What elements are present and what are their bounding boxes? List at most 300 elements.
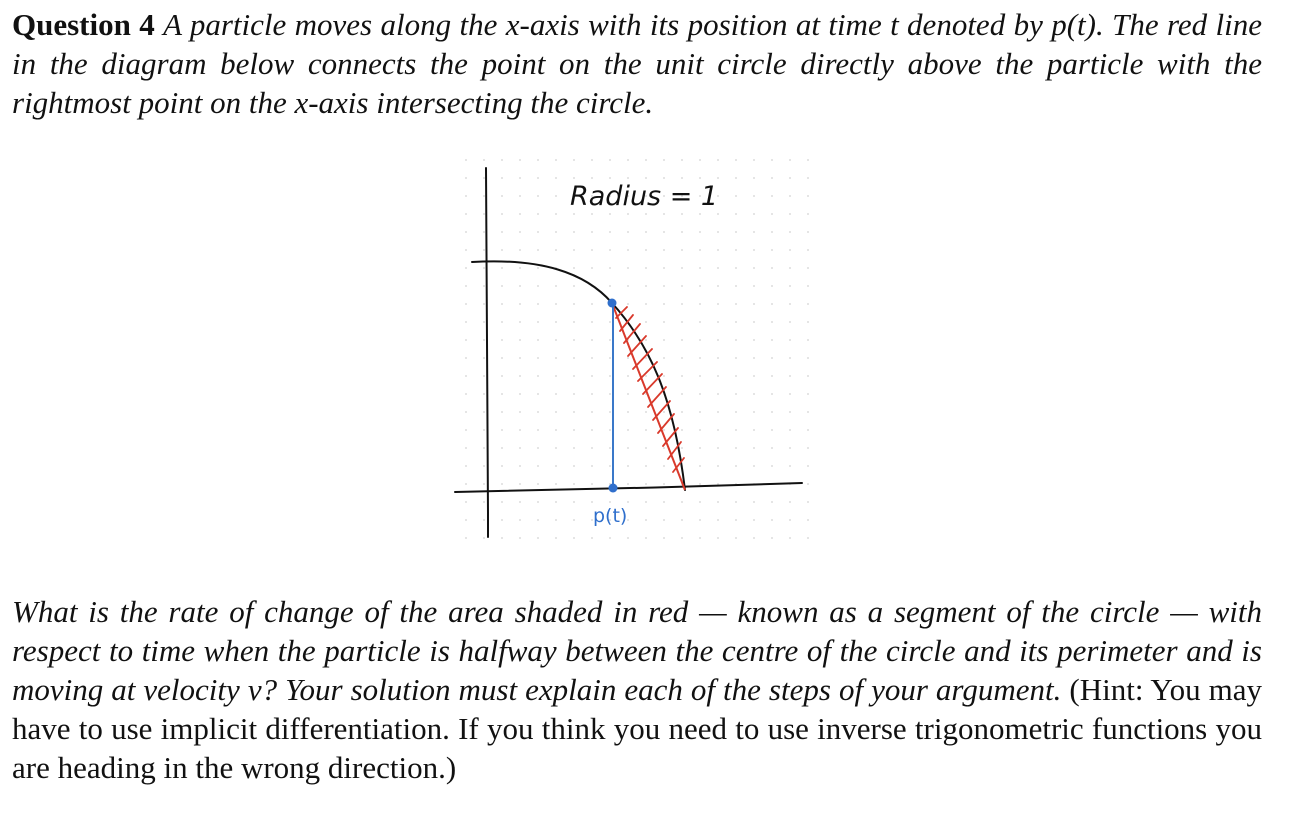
grid-dot — [609, 375, 611, 377]
grid-dot — [537, 195, 539, 197]
grid-dot — [663, 483, 665, 485]
grid-dot — [753, 447, 755, 449]
grid-dot — [627, 159, 629, 161]
grid-dot — [807, 483, 809, 485]
grid-dot — [573, 537, 575, 539]
grid-dot — [627, 357, 629, 359]
grid-dot — [483, 231, 485, 233]
grid-dot — [627, 249, 629, 251]
grid-dot — [771, 375, 773, 377]
followup-text — [12, 592, 1262, 787]
y-axis — [486, 168, 488, 537]
grid-dot — [483, 159, 485, 161]
grid-dot — [645, 303, 647, 305]
grid-dot — [555, 231, 557, 233]
grid-dot — [555, 159, 557, 161]
grid-dot — [753, 213, 755, 215]
grid-dot — [663, 339, 665, 341]
grid-dot — [735, 357, 737, 359]
grid-dot — [735, 537, 737, 539]
grid-dot — [627, 213, 629, 215]
grid-dot — [555, 339, 557, 341]
grid-dot — [753, 177, 755, 179]
grid-dot — [699, 375, 701, 377]
grid-dot — [807, 501, 809, 503]
grid-dot — [789, 537, 791, 539]
grid-dot — [537, 285, 539, 287]
grid-dot — [735, 429, 737, 431]
grid-dot — [663, 303, 665, 305]
grid-dot — [573, 339, 575, 341]
grid-dot — [519, 321, 521, 323]
grid-dot — [555, 375, 557, 377]
grid-dot — [501, 231, 503, 233]
grid-dot — [663, 537, 665, 539]
grid-dot — [519, 195, 521, 197]
grid-dot — [537, 267, 539, 269]
grid-dot — [609, 537, 611, 539]
grid-dot — [699, 267, 701, 269]
grid-dot — [519, 519, 521, 521]
grid-dot — [501, 213, 503, 215]
grid-dot — [735, 303, 737, 305]
grid-dot — [645, 339, 647, 341]
grid-dot — [519, 501, 521, 503]
grid-dot — [681, 339, 683, 341]
grid-dot — [717, 537, 719, 539]
grid-dot — [537, 159, 539, 161]
grid-dot — [717, 411, 719, 413]
segment-diagram — [440, 150, 820, 550]
grid-dot — [735, 501, 737, 503]
grid-dot — [483, 339, 485, 341]
grid-dot — [555, 465, 557, 467]
grid-dot — [573, 357, 575, 359]
grid-dot — [627, 465, 629, 467]
grid-dot — [465, 393, 467, 395]
grid-dot — [519, 231, 521, 233]
grid-dot — [663, 285, 665, 287]
grid-dot — [753, 321, 755, 323]
grid-dot — [771, 447, 773, 449]
grid-dot — [609, 231, 611, 233]
grid-dot — [573, 465, 575, 467]
grid-dot — [465, 339, 467, 341]
grid-dot — [645, 159, 647, 161]
grid-dot — [681, 537, 683, 539]
grid-dot — [681, 393, 683, 395]
grid-dot — [627, 537, 629, 539]
grid-dot — [501, 357, 503, 359]
grid-dot — [681, 429, 683, 431]
grid-dot — [771, 321, 773, 323]
grid-dot — [645, 483, 647, 485]
grid-dot — [699, 501, 701, 503]
grid-dot — [753, 537, 755, 539]
grid-dot — [645, 519, 647, 521]
grid-dot — [771, 231, 773, 233]
grid-dot — [483, 447, 485, 449]
grid-dot — [555, 357, 557, 359]
grid-dot — [519, 537, 521, 539]
grid-dot — [465, 429, 467, 431]
grid-dot — [717, 249, 719, 251]
grid-dot — [573, 321, 575, 323]
grid-dot — [789, 429, 791, 431]
grid-dot — [807, 465, 809, 467]
grid-dot — [609, 321, 611, 323]
grid-dot — [555, 249, 557, 251]
grid-dot — [519, 429, 521, 431]
grid-dot — [465, 375, 467, 377]
circle-arc — [472, 261, 685, 490]
grid-dot — [663, 321, 665, 323]
grid-dot — [645, 267, 647, 269]
grid-dot — [573, 519, 575, 521]
grid-dot — [681, 285, 683, 287]
grid-dot — [591, 213, 593, 215]
grid-dot — [717, 393, 719, 395]
grid-dot — [537, 249, 539, 251]
grid-dot — [789, 159, 791, 161]
grid-dot — [753, 357, 755, 359]
grid-dot — [483, 519, 485, 521]
grid-dot — [555, 483, 557, 485]
grid-dot — [699, 159, 701, 161]
grid-dot — [663, 447, 665, 449]
grid-dot — [699, 465, 701, 467]
grid-dot — [735, 375, 737, 377]
grid-dot — [465, 303, 467, 305]
grid-dot — [699, 249, 701, 251]
grid-dot — [645, 465, 647, 467]
grid-dot — [627, 411, 629, 413]
grid-dot — [573, 375, 575, 377]
grid-dot — [663, 249, 665, 251]
grid-dot — [483, 249, 485, 251]
grid-dot — [519, 339, 521, 341]
grid-dot — [789, 465, 791, 467]
grid-dot — [483, 285, 485, 287]
grid-dot — [573, 177, 575, 179]
grid-dot — [789, 303, 791, 305]
grid-dot — [663, 177, 665, 179]
question-intro: A particle moves along the x-axis with its position at time t denoted by p(t). The red line in the diagram below connects the point on the unit circle directly above the particle with the rightmost point on the x-axis intersecting the circle. — [12, 7, 1262, 120]
grid-dot — [537, 231, 539, 233]
grid-dot — [465, 195, 467, 197]
grid-dot — [699, 303, 701, 305]
grid-dot — [771, 537, 773, 539]
grid-dot — [465, 411, 467, 413]
grid-dot — [663, 159, 665, 161]
grid-dot — [771, 195, 773, 197]
grid-dot — [573, 303, 575, 305]
grid-dot — [501, 285, 503, 287]
grid-dot — [627, 483, 629, 485]
question-text — [12, 5, 1262, 122]
grid-dot — [807, 375, 809, 377]
grid-dot — [717, 321, 719, 323]
grid-dot — [789, 213, 791, 215]
grid-dot — [573, 483, 575, 485]
grid-dot — [609, 465, 611, 467]
grid-dot — [591, 411, 593, 413]
grid-dot — [735, 339, 737, 341]
grid-dot — [735, 213, 737, 215]
grid-dot — [753, 411, 755, 413]
grid-dot — [591, 483, 593, 485]
grid-dot — [681, 519, 683, 521]
grid-dot — [753, 249, 755, 251]
grid-dot — [789, 375, 791, 377]
grid-dot — [807, 411, 809, 413]
grid-dot — [699, 429, 701, 431]
grid-dot — [807, 519, 809, 521]
grid-dot — [663, 429, 665, 431]
grid-dot — [735, 159, 737, 161]
grid-dot — [591, 249, 593, 251]
grid-dot — [735, 231, 737, 233]
red-chord — [612, 303, 685, 490]
grid-dot — [483, 267, 485, 269]
grid-dot — [519, 393, 521, 395]
grid-dot — [699, 321, 701, 323]
grid-dot — [465, 231, 467, 233]
grid-dot — [537, 483, 539, 485]
grid-dot — [753, 429, 755, 431]
grid-dot — [771, 411, 773, 413]
grid-dot — [645, 213, 647, 215]
grid-dot — [807, 267, 809, 269]
grid-dot — [519, 213, 521, 215]
grid-dot — [789, 393, 791, 395]
grid-dot — [591, 501, 593, 503]
grid-dot — [501, 411, 503, 413]
grid-dot — [555, 285, 557, 287]
grid-dot — [591, 339, 593, 341]
grid-dot — [645, 447, 647, 449]
grid-dot — [573, 501, 575, 503]
grid-dot — [753, 267, 755, 269]
grid-dot — [663, 501, 665, 503]
grid-dot — [771, 213, 773, 215]
grid-dot — [519, 177, 521, 179]
grid-dot — [789, 195, 791, 197]
grid-dot — [555, 195, 557, 197]
grid-dot — [573, 429, 575, 431]
grid-dot — [483, 177, 485, 179]
grid-dot — [483, 537, 485, 539]
grid-dot — [555, 411, 557, 413]
grid-dot — [663, 375, 665, 377]
grid-dot — [609, 357, 611, 359]
grid-dot — [699, 411, 701, 413]
grid-dot — [501, 375, 503, 377]
grid-dot — [501, 339, 503, 341]
grid-dot — [555, 177, 557, 179]
grid-dot — [609, 501, 611, 503]
grid-dot — [807, 177, 809, 179]
grid-dot — [519, 285, 521, 287]
grid-dot — [681, 447, 683, 449]
grid-dot — [483, 357, 485, 359]
grid-dot — [735, 195, 737, 197]
grid-dot — [483, 213, 485, 215]
grid-dot — [681, 375, 683, 377]
grid-dot — [591, 357, 593, 359]
grid-dot — [609, 285, 611, 287]
grid-dot — [807, 537, 809, 539]
grid-dot — [771, 177, 773, 179]
grid-dot — [807, 339, 809, 341]
grid-dot — [771, 267, 773, 269]
grid-dot — [591, 447, 593, 449]
grid-dot — [789, 501, 791, 503]
grid-dot — [681, 357, 683, 359]
grid-dot — [573, 231, 575, 233]
grid-dot — [519, 465, 521, 467]
grid-dot — [717, 339, 719, 341]
grid-dot — [501, 177, 503, 179]
grid-dot — [627, 303, 629, 305]
grid-dot — [591, 537, 593, 539]
grid-dot — [681, 501, 683, 503]
grid-dot — [627, 375, 629, 377]
grid-dot — [753, 501, 755, 503]
grid-dot — [519, 357, 521, 359]
grid-dot — [555, 537, 557, 539]
grid-dot — [753, 285, 755, 287]
grid-dot — [789, 177, 791, 179]
grid-dot — [645, 375, 647, 377]
grid-dot — [537, 447, 539, 449]
grid-dot — [771, 159, 773, 161]
grid-dot — [789, 285, 791, 287]
grid-dot — [573, 267, 575, 269]
grid-dot — [483, 465, 485, 467]
grid-dot — [681, 213, 683, 215]
grid-dot — [681, 177, 683, 179]
grid-dot — [465, 267, 467, 269]
grid-dot — [699, 213, 701, 215]
point-label: p(t) — [593, 505, 628, 527]
circle-point — [608, 299, 617, 308]
grid-dot — [771, 429, 773, 431]
grid-dot — [645, 537, 647, 539]
grid-dot — [465, 357, 467, 359]
grid-dot — [537, 339, 539, 341]
grid-dot — [465, 537, 467, 539]
grid-dot — [771, 465, 773, 467]
grid-dot — [753, 375, 755, 377]
grid-dot — [717, 267, 719, 269]
grid-dot — [627, 429, 629, 431]
grid-dot — [537, 375, 539, 377]
grid-dot — [501, 519, 503, 521]
grid-dot — [717, 429, 719, 431]
grid-dot — [465, 447, 467, 449]
grid-dot — [501, 267, 503, 269]
grid-dot — [753, 519, 755, 521]
grid-dot — [807, 231, 809, 233]
grid-dot — [573, 159, 575, 161]
grid-dot — [789, 249, 791, 251]
grid-dot — [573, 393, 575, 395]
grid-dot — [573, 213, 575, 215]
grid-dot — [681, 411, 683, 413]
grid-dot — [465, 501, 467, 503]
grid-dot — [735, 249, 737, 251]
grid-dot — [681, 249, 683, 251]
grid-dot — [591, 231, 593, 233]
grid-dot — [465, 321, 467, 323]
grid-dot — [501, 465, 503, 467]
grid-dot — [663, 213, 665, 215]
grid-dot — [681, 321, 683, 323]
grid-dot — [681, 267, 683, 269]
grid-dot — [699, 177, 701, 179]
grid-dot — [789, 339, 791, 341]
grid-dot — [735, 411, 737, 413]
grid-dots — [465, 159, 809, 539]
grid-dot — [645, 249, 647, 251]
grid-dot — [537, 321, 539, 323]
grid-dot — [699, 447, 701, 449]
grid-dot — [573, 249, 575, 251]
grid-dot — [609, 447, 611, 449]
grid-dot — [519, 303, 521, 305]
grid-dot — [645, 177, 647, 179]
grid-dot — [555, 429, 557, 431]
grid-dot — [771, 393, 773, 395]
grid-dot — [789, 267, 791, 269]
grid-dot — [573, 447, 575, 449]
grid-dot — [753, 465, 755, 467]
grid-dot — [465, 519, 467, 521]
grid-dot — [699, 537, 701, 539]
grid-dot — [501, 447, 503, 449]
grid-dot — [789, 357, 791, 359]
grid-dot — [555, 321, 557, 323]
grid-dot — [807, 159, 809, 161]
grid-dot — [537, 357, 539, 359]
grid-dot — [465, 249, 467, 251]
grid-dot — [627, 447, 629, 449]
grid-dot — [807, 447, 809, 449]
particle-point — [609, 484, 618, 493]
grid-dot — [699, 357, 701, 359]
grid-dot — [465, 159, 467, 161]
grid-dot — [573, 411, 575, 413]
grid-dot — [789, 231, 791, 233]
grid-dot — [483, 429, 485, 431]
grid-dot — [735, 177, 737, 179]
grid-dot — [609, 429, 611, 431]
grid-dot — [537, 303, 539, 305]
grid-dot — [789, 519, 791, 521]
grid-dot — [753, 393, 755, 395]
grid-dot — [699, 483, 701, 485]
grid-dot — [501, 249, 503, 251]
grid-dot — [537, 429, 539, 431]
grid-dot — [483, 483, 485, 485]
grid-dot — [555, 303, 557, 305]
grid-dot — [699, 393, 701, 395]
grid-dot — [807, 303, 809, 305]
grid-dot — [555, 213, 557, 215]
grid-dot — [717, 519, 719, 521]
grid-dot — [717, 447, 719, 449]
